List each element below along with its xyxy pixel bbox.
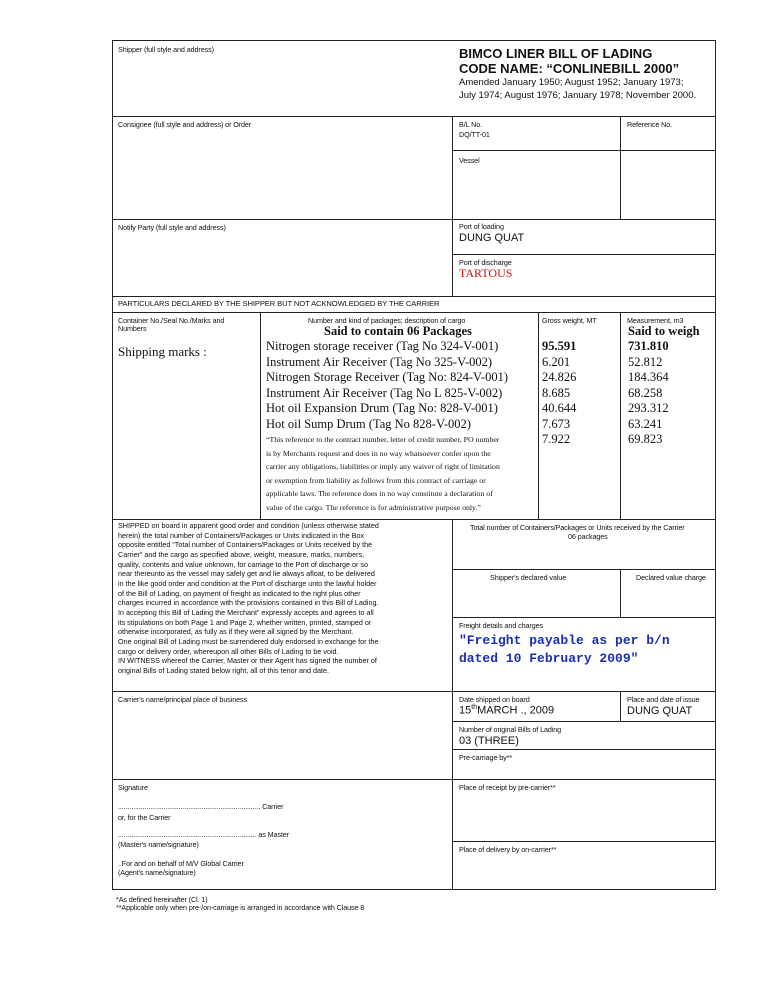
port-discharge-value: TARTOUS bbox=[459, 266, 513, 280]
measure-value: 52.812 bbox=[628, 354, 663, 369]
port-loading-value: DUNG QUAT bbox=[459, 232, 525, 244]
port-discharge-label: Port of discharge bbox=[459, 258, 512, 267]
divider bbox=[452, 116, 453, 296]
weight-list bbox=[542, 339, 576, 448]
originals-label: Number of original Bills of Lading bbox=[459, 725, 562, 734]
divider bbox=[112, 312, 716, 313]
divider bbox=[452, 254, 716, 255]
footnote-1: *As defined hereinafter (Cl. 1) bbox=[116, 895, 208, 904]
weight-value: 24.826 bbox=[542, 370, 577, 384]
carrier-name-label: Carrier's name/principal place of business bbox=[118, 695, 248, 704]
divider bbox=[112, 519, 716, 520]
gross-weight-label: Gross weight, MT bbox=[542, 316, 597, 325]
weight-value: 7.673 bbox=[542, 416, 571, 431]
measure-list bbox=[628, 339, 669, 448]
measure-value: 68.258 bbox=[628, 385, 663, 400]
measure-value: 293.312 bbox=[628, 401, 669, 415]
measurement-label: Measurement, m3 bbox=[627, 316, 684, 325]
divider bbox=[112, 296, 716, 297]
cargo-item: Instrument Air Receiver (Tag No 325-V-002) bbox=[266, 354, 493, 369]
divider bbox=[452, 721, 716, 722]
amended-line-1: Amended January 1950; August 1952; January 1973; bbox=[459, 77, 684, 88]
divider bbox=[260, 312, 261, 519]
marks-label-2: Numbers bbox=[118, 324, 147, 333]
weight-value: 95.591 bbox=[542, 339, 577, 353]
measure-value: 184.364 bbox=[628, 370, 669, 384]
master-signature-line: ......................................................................... as Master bbox=[118, 830, 290, 839]
marks-label-1: Container No./Seal No./Marks and bbox=[118, 316, 225, 325]
date-shipped-label: Date shipped on board bbox=[459, 695, 530, 704]
divider bbox=[452, 569, 716, 570]
divider bbox=[112, 691, 716, 692]
date-shipped-value: 15thMARCH ., 2009 bbox=[459, 704, 555, 717]
amended-line-2: July 1974; August 1976; January 1978; November 2000. bbox=[459, 90, 697, 101]
agent-name-label: (Agent's name/signature) bbox=[118, 868, 196, 877]
or-for-carrier: or, for the Carrier bbox=[118, 813, 171, 822]
divider bbox=[452, 519, 453, 890]
freight-note-2: dated 10 February 2009" bbox=[459, 651, 639, 666]
said-to-weigh: Said to weigh bbox=[628, 324, 700, 338]
cargo-list bbox=[266, 339, 508, 432]
shipping-marks: Shipping marks : bbox=[118, 344, 207, 359]
divider bbox=[452, 749, 716, 750]
divider bbox=[452, 617, 716, 618]
cargo-item: Hot oil Sump Drum (Tag No 828-V-002) bbox=[266, 416, 471, 431]
divider bbox=[538, 312, 539, 519]
shipped-clause: SHIPPED on board in apparent good order and condition (unless otherwise stated herein) the total number of Containers/Packages or Units indicated in the Box opposite entitled “Total number of Containers/Packages or Units received by the Carrier” and the cargo as specified above, weight, measure, marks, numbers, quality, contents and value unknown, for carriage to the Port of discharge or so near thereunto as the vessel may safely get and lie always afloat, to be delivered in the like good order and condition at the Port of discharge unto the lawful holder of the Bill of Lading, on payment of freight as indicated to the right plus other charges incurred in accordance with the provisions contained in this Bill of Lading. In accepting this Bill of Lading the Merchant” expressly accepts and agrees to all its stipulations on both Page 1 and Page 2, whether written, printed, stamped or otherwise incorporated, as fully as if they were all signed by the Merchant. One original Bill of Lading must be surrendered duly endorsed in exchange for the cargo or delivery order, whereupon all other Bills of Lading to be void. IN WITNESS whereof the Carrier, Master or their Agent has signed the number of original Bills of Lading stated below right, all of this tenor and date. bbox=[118, 521, 379, 675]
agent-line: ..For and on behalf of M/V Global Carrier bbox=[118, 859, 244, 868]
divider bbox=[452, 841, 716, 842]
divider bbox=[112, 116, 716, 117]
divider bbox=[620, 691, 621, 721]
said-to-contain: Said to contain 06 Packages bbox=[324, 324, 472, 338]
divider bbox=[620, 569, 621, 617]
bl-no-label: B/L No. bbox=[459, 120, 483, 129]
originals-value: 03 (THREE) bbox=[459, 735, 519, 747]
reference-label: Reference No. bbox=[627, 120, 673, 129]
weight-value: 8.685 bbox=[542, 385, 571, 400]
reference-disclaimer: “This reference to the contract number, letter of credit number, PO number is by Merchants request and does in no way whatsoever confer upon the carrier any obligations, liabilities or imply any waiver of right of limitation or exemption from liability as follows from this contract of carriage or applicable laws. The reference does in no way constitute a declaration of value of the cargo. The reference is for administrative purpose only.” bbox=[266, 435, 500, 512]
carrier-signature-line: ........................................................................... Carrier bbox=[118, 802, 284, 811]
description-label: Number and kind of packages; description of cargo bbox=[308, 316, 466, 325]
cargo-item: Nitrogen storage receiver (Tag No 324-V-001) bbox=[266, 339, 499, 353]
measure-value: 731.810 bbox=[628, 339, 669, 353]
form-code-name: CODE NAME: “CONLINEBILL 2000” bbox=[459, 61, 680, 76]
declared-charge-label: Declared value charge bbox=[636, 573, 706, 582]
declared-value-label: Shipper's declared value bbox=[490, 573, 567, 582]
divider bbox=[112, 219, 716, 220]
notify-party-label: Notify Party (full style and address) bbox=[118, 223, 226, 232]
master-name-label: (Master's name/signature) bbox=[118, 840, 199, 849]
divider bbox=[620, 116, 621, 219]
divider bbox=[452, 150, 716, 151]
footnote-2: **Applicable only when pre-/on-carriage is arranged in accordance with Clause 8 bbox=[116, 903, 365, 912]
place-issue-label: Place and date of issue bbox=[627, 695, 700, 704]
cargo-item: Instrument Air Receiver (Tag No L 825-V-002) bbox=[266, 385, 503, 400]
place-delivery-label: Place of delivery by on-carrier** bbox=[459, 845, 557, 854]
weight-value: 40.644 bbox=[542, 401, 577, 415]
measure-value: 63.241 bbox=[628, 416, 663, 431]
divider bbox=[112, 779, 716, 780]
total-packages-label: Total number of Containers/Packages or Units received by the Carrier bbox=[470, 523, 685, 532]
vessel-label: Vessel bbox=[459, 156, 480, 165]
port-loading-label: Port of loading bbox=[459, 222, 504, 231]
cargo-item: Nitrogen Storage Receiver (Tag No: 824-V-001) bbox=[266, 370, 508, 384]
place-receipt-label: Place of receipt by pre-carrier** bbox=[459, 783, 556, 792]
signature-label: Signature bbox=[118, 783, 148, 792]
weight-value: 6.201 bbox=[542, 354, 571, 369]
precarriage-label: Pre-carriage by** bbox=[459, 753, 513, 762]
bl-no-value: DQ/TT-01 bbox=[459, 130, 490, 139]
consignee-label: Consignee (full style and address) or Order bbox=[118, 120, 252, 129]
freight-details-label: Freight details and charges bbox=[459, 621, 543, 630]
place-issue-value: DUNG QUAT bbox=[627, 705, 693, 717]
cargo-item: Hot oil Expansion Drum (Tag No: 828-V-001) bbox=[266, 401, 498, 415]
freight-note-1: "Freight payable as per b/n bbox=[459, 633, 670, 648]
shipper-label: Shipper (full style and address) bbox=[118, 45, 214, 54]
form-title: BIMCO LINER BILL OF LADING bbox=[459, 46, 653, 61]
divider bbox=[620, 312, 621, 519]
total-packages-value: 06 packages bbox=[568, 532, 608, 541]
particulars-banner: PARTICULARS DECLARED BY THE SHIPPER BUT NOT ACKNOWLEDGED BY THE CARRIER bbox=[118, 299, 440, 308]
measure-value: 69.823 bbox=[628, 432, 663, 446]
weight-value: 7.922 bbox=[542, 432, 571, 446]
